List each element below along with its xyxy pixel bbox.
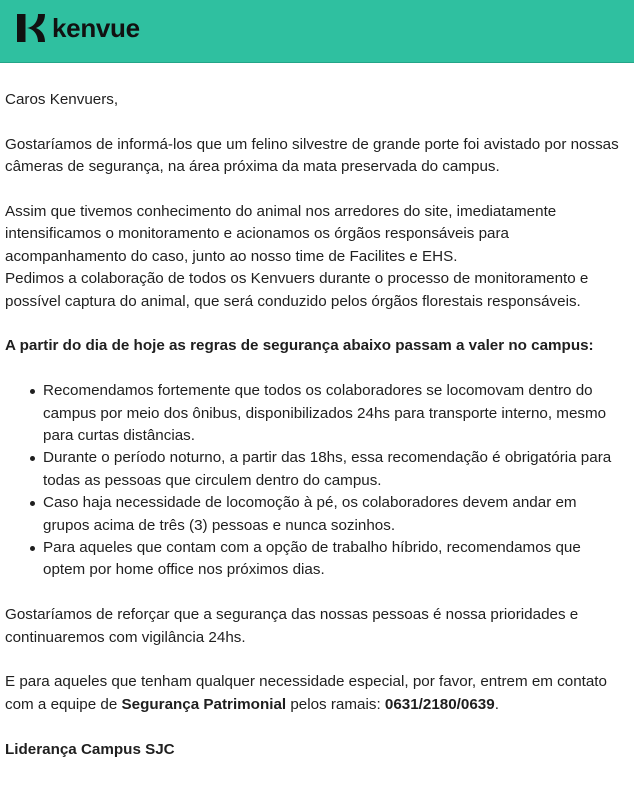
greeting: Caros Kenvuers, (5, 91, 119, 108)
contact-text-mid: pelos ramais: (286, 695, 385, 713)
actions-text: Assim que tivemos conhecimento do animal nos arredores do site, imediatamente intensificamos o monitoramento e acionamos os órgãos responsáveis para acompanhamento do caso, junto ao nosso time de Facilites e EHS. (5, 203, 557, 265)
email-body (5, 75, 620, 761)
rule-item: Para aqueles que contam com a opção de trabalho híbrido, recomendamos que optem por home office nos próximos dias. (43, 537, 620, 582)
actions-paragraph (5, 201, 620, 313)
contact-text: E para aqueles que tenham qualquer necessidade especial, por favor, entrem em contato com a equipe de (5, 673, 607, 713)
rules-heading: A partir do dia de hoje as regras de segurança abaixo passam a valer no campus: (5, 337, 594, 355)
kenvue-k-icon (16, 13, 46, 43)
phone-extensions: 0631/2180/0639 (384, 695, 495, 713)
rule-item: Recomendamos fortemente que todos os colaboradores se locomovam dentro do campus por meio dos ônibus, disponibilizados 24hs para transporte interno, mesmo para curtas distâncias. (43, 380, 620, 447)
rule-item: Durante o período noturno, a partir das 18hs, essa recomendação é obrigatória para todas as pessoas que circulem dentro do campus. (43, 447, 620, 492)
kenvue-logo (16, 13, 140, 43)
rules-list (5, 380, 620, 582)
reinforcement-paragraph: Gostaríamos de reforçar que a segurança das nossas pessoas é nossa prioridades e continuaremos com vigilância 24hs. (5, 606, 579, 646)
contact-text-end: . (494, 695, 499, 713)
contact-paragraph (5, 671, 620, 716)
brand-name: kenvue (52, 13, 140, 43)
intro-paragraph: Gostaríamos de informá-los que um felino silvestre de grande porte foi avistado por nossas câmeras de segurança, na área próxima da mata preservada do campus. (5, 135, 619, 176)
signature: Liderança Campus SJC (5, 740, 175, 758)
collaboration-text: Pedimos a colaboração de todos os Kenvuers durante o processo de monitoramento e possível captura do animal, que será conduzido pelos órgãos florestais responsáveis. (5, 270, 589, 310)
security-team-name: Segurança Patrimonial (121, 695, 287, 713)
email-header-banner (0, 0, 634, 63)
rule-item: Caso haja necessidade de locomoção à pé, os colaboradores devem andar em grupos acima de três (3) pessoas e nunca sozinhos. (43, 492, 620, 537)
